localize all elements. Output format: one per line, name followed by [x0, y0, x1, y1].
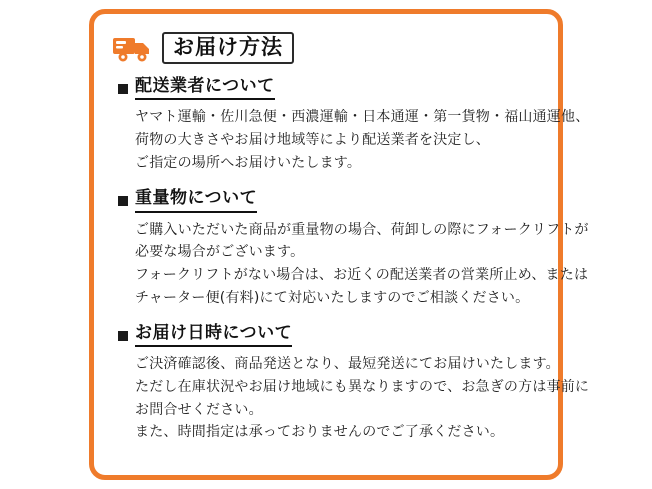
paragraph-line: ただし在庫状況やお届け地域にも異なりますので、お急ぎの方は事前に: [135, 379, 590, 396]
filled-square-marker-icon: [118, 196, 128, 206]
section-paragraph: [135, 353, 590, 444]
paragraph-line: ご決済確認後、商品発送となり、最短発送にてお届けいたします。: [135, 356, 560, 373]
section-carrier: [118, 76, 590, 174]
paragraph-line: ご購入いただいた商品が重量物の場合、荷卸しの際にフォークリフトが: [135, 221, 589, 238]
paragraph-line: フォークリフトがない場合は、お近くの配送業者の営業所止め、または: [135, 266, 589, 283]
paragraph-line: お問合せください。: [135, 401, 263, 418]
card-body: [118, 76, 590, 444]
section-heading-label: 重量物について: [135, 188, 257, 212]
paragraph-line: チャーター便(有料)にて対応いたしますのでご相談ください。: [135, 289, 530, 306]
paragraph-line: また、時間指定は承っておりませんのでご了承ください。: [135, 424, 505, 441]
delivery-truck-icon: [112, 32, 152, 64]
filled-square-marker-icon: [118, 331, 128, 341]
section-heading: [118, 323, 542, 347]
section-heading-label: お届け日時について: [135, 323, 292, 347]
section-delivery-date: [118, 323, 590, 444]
paragraph-line: ヤマト運輸・佐川急便・西濃運輸・日本通運・第一貨物・福山通運他、: [135, 109, 590, 126]
left-margin: [0, 0, 36, 489]
card-title: お届け方法: [173, 35, 283, 59]
section-heading: [118, 188, 542, 212]
right-margin: [616, 0, 652, 489]
paragraph-line: ご指定の場所へお届けいたします。: [135, 154, 362, 171]
card-header: [112, 32, 294, 64]
paragraph-line: 荷物の大きさやお届け地域等により配送業者を決定し、: [135, 131, 490, 148]
section-heavy-goods: [118, 188, 589, 309]
section-heading-label: 配送業者について: [135, 76, 275, 100]
section-paragraph: [135, 219, 589, 310]
paragraph-line: 必要な場合がございます。: [135, 244, 305, 261]
section-paragraph: [135, 106, 590, 174]
filled-square-marker-icon: [118, 84, 128, 94]
card-title-box: [162, 32, 294, 64]
section-heading: [118, 76, 542, 100]
delivery-info-card: [89, 9, 590, 480]
